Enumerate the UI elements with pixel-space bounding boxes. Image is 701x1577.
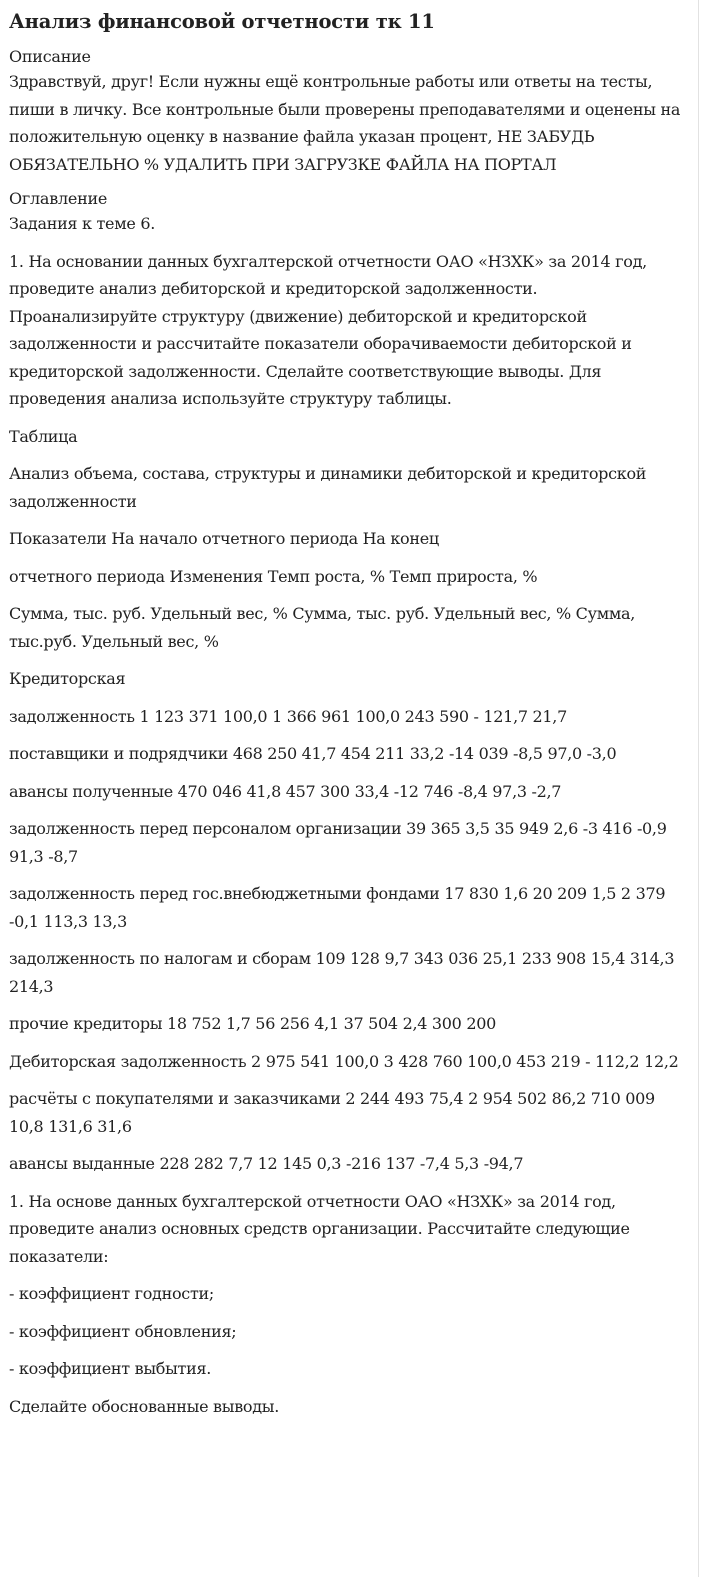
- table-row: задолженность по налогам и сборам 109 128 9,7 343 036 25,1 233 908 15,4 314,3 214,3: [9, 949, 675, 996]
- list-item: - коэффициент годности;: [9, 1284, 214, 1303]
- table-row: задолженность 1 123 371 100,0 1 366 961 100,0 243 590 - 121,7 21,7: [9, 706, 567, 726]
- table-row: поставщики и подрядчики 468 250 41,7 454 211 33,2 -14 039 -8,5 97,0 -3,0: [9, 744, 617, 763]
- task-2-text: 1. На основе данных бухгалтерской отчетности ОАО «НЗХК» за 2014 год, проведите анализ основных средств организации. Рассчитайте следующие показатели:: [9, 1191, 630, 1266]
- row-creditor-label: Кредиторская: [9, 669, 126, 688]
- table-row: авансы выданные 228 282 7,7 12 145 0,3 -216 137 -7,4 5,3 -94,7: [9, 1154, 524, 1173]
- table-row: авансы полученные 470 046 41,8 457 300 33,4 -12 746 -8,4 97,3 -2,7: [9, 781, 562, 801]
- conclusion-text: Сделайте обоснованные выводы.: [9, 1396, 280, 1416]
- toc-label: Оглавление: [9, 189, 108, 208]
- task-1-text: 1. На основании данных бухгалтерской отчетности ОАО «НЗХК» за 2014 год, проведите анализ дебиторской и кредиторской задолженности. Проанализируйте структуру (движение) дебиторской и кредиторской задолженности и рассчитайте показатели оборачиваемости дебиторской и кредиторской задолженности. Сделайте соответствующие выводы. Для проведения анализа используйте структуру таблицы.: [9, 251, 647, 408]
- description-text: Здравствуй, друг! Если нужны ещё контрольные работы или ответы на тесты, пиши в личку. Все контрольные были проверены преподавателями и оценены на положительную оценку в название файла указан процент, НЕ ЗАБУДЬ ОБЯЗАТЕЛЬНО % УДАЛИТЬ ПРИ ЗАГРУЗКЕ ФАЙЛА НА ПОРТАЛ: [9, 72, 681, 174]
- table-row: задолженность перед персоналом организации 39 365 3,5 35 949 2,6 -3 416 -0,9 91,3 -8,7: [9, 819, 667, 866]
- description-label: Описание: [9, 47, 91, 66]
- list-item: - коэффициент обновления;: [9, 1321, 237, 1341]
- table-row: прочие кредиторы 18 752 1,7 56 256 4,1 37 504 2,4 300 200: [9, 1014, 496, 1033]
- table-row: расчёты с покупателями и заказчиками 2 244 493 75,4 2 954 502 86,2 710 009 10,8 131,6 31,6: [9, 1089, 655, 1136]
- table-label: Таблица: [9, 426, 78, 446]
- table-header-line-1: Показатели На начало отчетного периода На конец: [9, 529, 439, 548]
- table-row: задолженность перед гос.внебюджетными фондами 17 830 1,6 20 209 1,5 2 379 -0,1 113,3 13,3: [9, 884, 666, 931]
- table-row: Дебиторская задолженность 2 975 541 100,0 3 428 760 100,0 453 219 - 112,2 12,2: [9, 1051, 679, 1071]
- document-title: Анализ финансовой отчетности тк 11: [9, 10, 435, 33]
- table-header-line-2: отчетного периода Изменения Темп роста, % Темп прироста, %: [9, 566, 538, 586]
- topic-heading: Задания к теме 6.: [9, 214, 155, 233]
- table-header-line-3: Сумма, тыс. руб. Удельный вес, % Сумма, тыс. руб. Удельный вес, % Сумма, тыс.руб. Удельный вес, %: [9, 604, 636, 651]
- list-item: - коэффициент выбытия.: [9, 1359, 212, 1378]
- table-title: Анализ объема, состава, структуры и динамики дебиторской и кредиторской задолженности: [9, 464, 647, 511]
